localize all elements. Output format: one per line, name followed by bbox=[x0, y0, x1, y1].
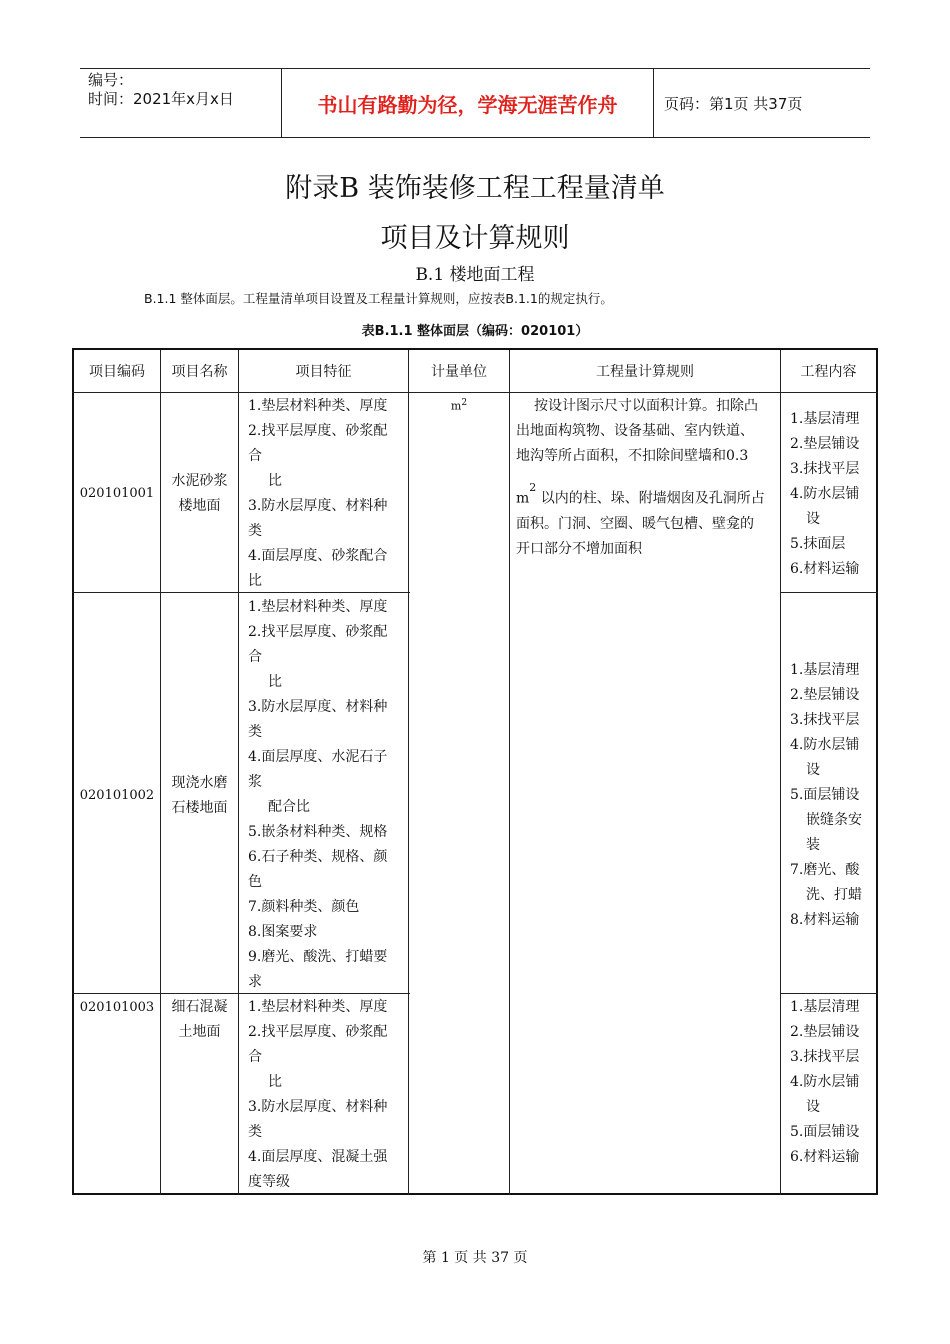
feature-line: 8.图案要求 bbox=[248, 924, 318, 940]
row3-code: 020101003 bbox=[79, 1000, 155, 1015]
col-header-code: 项目编码 bbox=[89, 364, 145, 380]
row2-work bbox=[790, 658, 876, 933]
feature-line: 4.面层厚度、混凝土强 bbox=[248, 1149, 388, 1165]
feature-line: 5.嵌条材料种类、规格 bbox=[248, 824, 388, 840]
table-rule bbox=[509, 350, 510, 1195]
work-line: 4.防水层铺 bbox=[790, 486, 860, 502]
feature-line: 1.垫层材料种类、厚度 bbox=[248, 599, 388, 615]
feature-line: 比 bbox=[268, 1074, 282, 1090]
rule-line: 出地面构筑物、设备基础、室内铁道、 bbox=[516, 423, 754, 439]
work-line: 装 bbox=[806, 837, 820, 853]
work-line: 5.面层铺设 bbox=[790, 1124, 860, 1140]
header-page-info: 页码：第1页 共37页 bbox=[664, 94, 803, 113]
row2-code: 020101002 bbox=[79, 788, 155, 803]
feature-line: 3.防水层厚度、材料种 bbox=[248, 498, 388, 514]
row2-name bbox=[161, 771, 238, 821]
col-header-rule: 工程量计算规则 bbox=[596, 364, 694, 380]
work-line: 设 bbox=[806, 762, 820, 778]
feature-line: 4.面层厚度、砂浆配合 bbox=[248, 548, 388, 564]
work-line: 3.抹找平层 bbox=[790, 1049, 860, 1065]
doc-title-line2: 项目及计算规则 bbox=[380, 223, 570, 254]
row3-name-line: 细石混凝 bbox=[171, 999, 228, 1015]
col-header-unit: 计量单位 bbox=[431, 364, 487, 380]
work-line: 5.抹面层 bbox=[790, 536, 846, 552]
col-header-features: 项目特征 bbox=[295, 364, 352, 380]
feature-line: 类 bbox=[248, 724, 262, 740]
work-line: 3.抹找平层 bbox=[790, 712, 860, 728]
unit-superscript: 2 bbox=[461, 398, 468, 408]
feature-line: 色 bbox=[248, 874, 262, 890]
feature-line: 合 bbox=[248, 1049, 262, 1065]
work-line: 4.防水层铺 bbox=[790, 737, 860, 753]
row2-features bbox=[239, 595, 417, 995]
work-line: 1.基层清理 bbox=[790, 999, 860, 1015]
work-line: 6.材料运输 bbox=[790, 1149, 860, 1165]
work-line: 嵌缝条安 bbox=[806, 812, 862, 828]
feature-line: 9.磨光、酸洗、打蜡要 bbox=[248, 949, 388, 965]
row1-features bbox=[239, 394, 417, 594]
feature-line: 比 bbox=[268, 473, 282, 489]
date-label: 时间：2021年x月x日 bbox=[88, 90, 234, 108]
feature-line: 合 bbox=[248, 448, 262, 464]
feature-line: 4.面层厚度、水泥石子 bbox=[248, 749, 388, 765]
table-rule bbox=[780, 592, 878, 593]
intro-paragraph: B.1.1 整体面层。工程量清单项目设置及工程量计算规则，应按表B.1.1的规定执行。 bbox=[144, 291, 613, 306]
row1-name bbox=[161, 469, 238, 519]
work-line: 2.垫层铺设 bbox=[790, 436, 860, 452]
feature-line: 浆 bbox=[248, 774, 262, 790]
work-line: 2.垫层铺设 bbox=[790, 1024, 860, 1040]
section-title: B.1 楼地面工程 bbox=[415, 265, 535, 285]
work-line: 8.材料运输 bbox=[790, 912, 860, 928]
header-meta bbox=[80, 69, 282, 137]
row2-name-line: 现浇水磨 bbox=[171, 775, 228, 791]
feature-line: 2.找平层厚度、砂浆配 bbox=[248, 1024, 388, 1040]
work-line: 设 bbox=[806, 1099, 820, 1115]
feature-line: 2.找平层厚度、砂浆配 bbox=[248, 423, 388, 439]
unit-text: m bbox=[450, 399, 462, 413]
feature-line: 7.颜料种类、颜色 bbox=[248, 899, 360, 915]
rule-line: 面积。门洞、空圈、暖气包槽、壁龛的 bbox=[516, 515, 754, 532]
row3-name-line: 土地面 bbox=[178, 1024, 221, 1040]
work-line: 设 bbox=[806, 511, 820, 527]
row1-name-line: 水泥砂浆 bbox=[171, 473, 228, 489]
row1-code: 020101001 bbox=[79, 486, 155, 501]
row3-name bbox=[161, 995, 238, 1045]
work-line: 7.磨光、酸 bbox=[790, 862, 860, 878]
feature-line: 度等级 bbox=[248, 1174, 290, 1190]
row3-work bbox=[790, 995, 876, 1170]
work-line: 4.防水层铺 bbox=[790, 1074, 860, 1090]
unit-cell bbox=[409, 396, 509, 414]
row2-name-line: 石楼地面 bbox=[171, 800, 228, 816]
page-footer: 第 1 页 共 37 页 bbox=[422, 1250, 528, 1266]
table-rule bbox=[780, 350, 781, 1195]
feature-line: 2.找平层厚度、砂浆配 bbox=[248, 624, 388, 640]
rule-line: 开口部分不增加面积 bbox=[516, 540, 642, 557]
feature-line: 合 bbox=[248, 649, 262, 665]
work-line: 2.垫层铺设 bbox=[790, 687, 860, 703]
work-line: 6.材料运输 bbox=[790, 561, 860, 577]
feature-line: 配合比 bbox=[268, 799, 310, 815]
feature-line: 类 bbox=[248, 523, 262, 539]
page-header bbox=[80, 68, 870, 138]
row3-features bbox=[239, 995, 417, 1195]
feature-line: 1.垫层材料种类、厚度 bbox=[248, 999, 388, 1015]
rule-line: 按设计图示尺寸以面积计算。扣除凸 bbox=[534, 398, 758, 414]
feature-line: 类 bbox=[248, 1124, 262, 1140]
feature-line: 3.防水层厚度、材料种 bbox=[248, 699, 388, 715]
col-header-work: 工程内容 bbox=[800, 364, 857, 380]
row1-name-line: 楼地面 bbox=[178, 498, 221, 514]
rule-line: $m^2$ 以内的柱、垛、附墙烟囱及孔洞所占 bbox=[516, 481, 765, 507]
rule-cell bbox=[516, 394, 778, 562]
table-rule bbox=[780, 993, 878, 994]
feature-line: 比 bbox=[268, 674, 282, 690]
work-line: 1.基层清理 bbox=[790, 411, 860, 427]
doc-title-line1: 附录B 装饰装修工程工程量清单 bbox=[285, 173, 665, 204]
work-line: 3.抹找平层 bbox=[790, 461, 860, 477]
col-header-name: 项目名称 bbox=[171, 364, 228, 380]
header-motto: 书山有路勤为径，学海无涯苦作舟 bbox=[282, 69, 654, 137]
feature-line: 1.垫层材料种类、厚度 bbox=[248, 398, 388, 414]
feature-line: 6.石子种类、规格、颜 bbox=[248, 849, 388, 865]
work-line: 洗、打蜡 bbox=[806, 887, 862, 903]
feature-line: 3.防水层厚度、材料种 bbox=[248, 1099, 388, 1115]
feature-line: 求 bbox=[248, 974, 262, 990]
table-caption: 表B.1.1 整体面层（编码：020101） bbox=[361, 324, 589, 339]
table-rule bbox=[72, 392, 878, 393]
feature-line: 比 bbox=[248, 573, 262, 589]
row1-work bbox=[790, 407, 876, 582]
work-line: 5.面层铺设 bbox=[790, 787, 860, 803]
rule-line: 地沟等所占面积，不扣除间壁墙和0.3 bbox=[516, 448, 749, 464]
number-label: 编号： bbox=[88, 71, 134, 89]
work-line: 1.基层清理 bbox=[790, 662, 860, 678]
